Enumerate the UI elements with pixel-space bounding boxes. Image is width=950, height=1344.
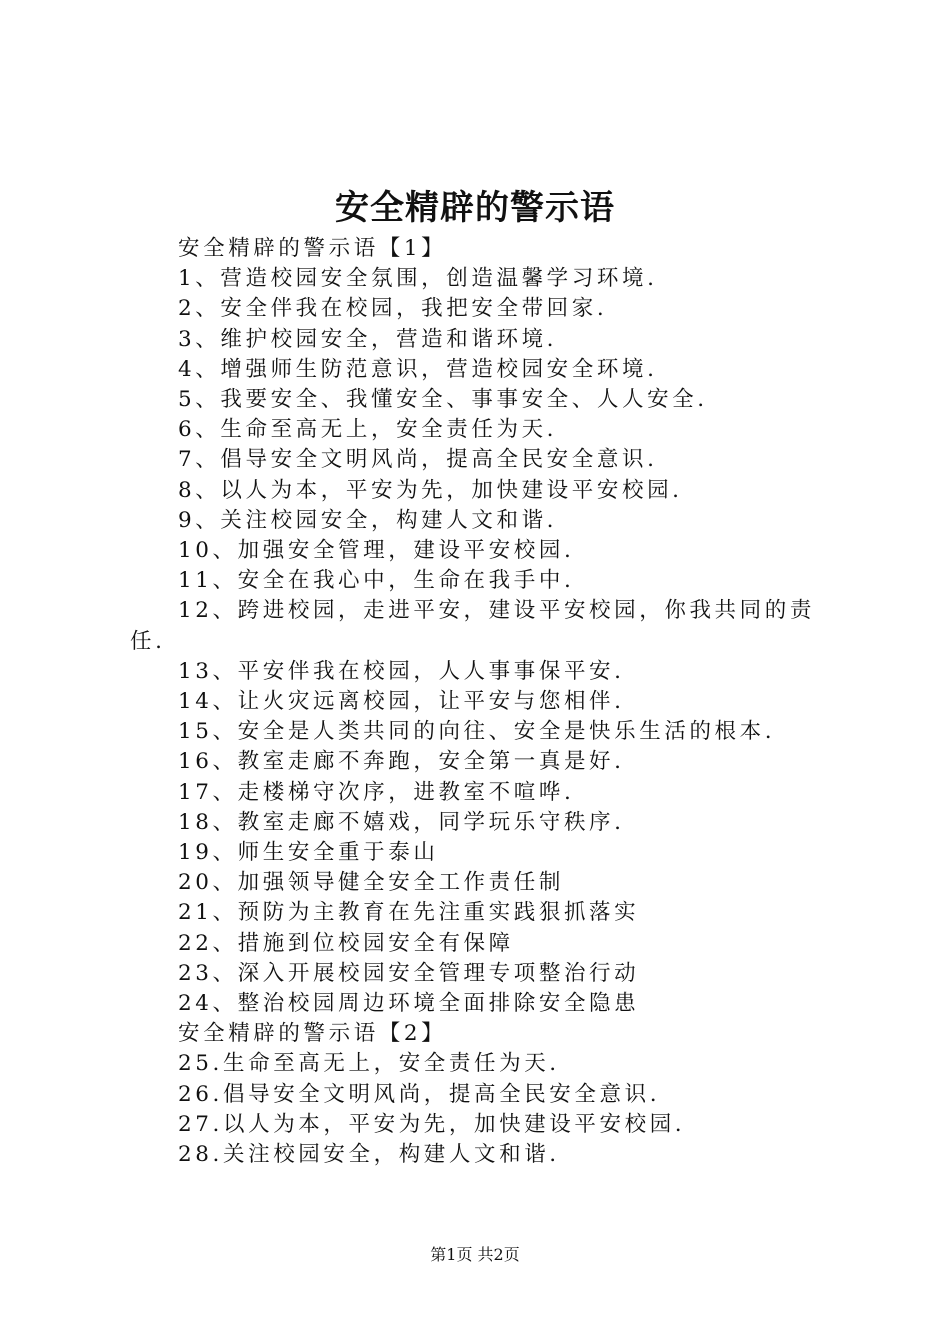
slogan-line: 7、倡导安全文明风尚，提高全民安全意识. <box>178 447 658 473</box>
slogan-line: 5、我要安全、我懂安全、事事安全、人人安全. <box>178 387 708 413</box>
section-heading-1: 安全精辟的警示语【1】 <box>178 236 447 261</box>
slogan-line: 27.以人为本，平安为先，加快建设平安校园. <box>178 1111 686 1137</box>
slogan-line: 15、安全是人类共同的向往、安全是快乐生活的根本. <box>178 719 776 745</box>
slogan-line: 1、营造校园安全氛围，创造温馨学习环境. <box>178 266 658 292</box>
slogan-line: 23、深入开展校园安全管理专项整治行动 <box>178 960 640 986</box>
slogan-line: 21、预防为主教育在先注重实践狠抓落实 <box>178 900 640 926</box>
slogan-line-wrapped: 12、跨进校园，走进平安，建设平安校园，你我共同的责任. <box>130 598 815 654</box>
document-title: 安全精辟的警示语 <box>335 188 615 228</box>
section-heading-2: 安全精辟的警示语【2】 <box>178 1021 447 1047</box>
slogan-line: 20、加强领导健全安全工作责任制 <box>178 870 564 896</box>
slogan-line: 16、教室走廊不奔跑，安全第一真是好. <box>178 749 625 775</box>
slogan-line: 6、生命至高无上，安全责任为天. <box>178 417 558 443</box>
page-number-footer: 第1页 共2页 <box>430 1245 520 1264</box>
slogan-line: 8、以人为本，平安为先，加快建设平安校园. <box>178 477 683 503</box>
slogan-line: 17、走楼梯守次序，进教室不喧哗. <box>178 779 575 805</box>
slogan-line: 22、措施到位校园安全有保障 <box>178 930 514 956</box>
slogan-line: 11、安全在我心中，生命在我手中. <box>178 568 575 594</box>
slogan-line: 19、师生安全重于泰山 <box>178 840 439 866</box>
slogan-line: 25.生命至高无上，安全责任为天. <box>178 1051 560 1077</box>
slogan-line: 24、整治校园周边环境全面排除安全隐患 <box>178 991 640 1017</box>
slogan-line: 2、安全伴我在校园，我把安全带回家. <box>178 296 608 322</box>
slogan-line: 10、加强安全管理，建设平安校园. <box>178 538 575 564</box>
slogan-line: 28.关注校园安全，构建人文和谐. <box>178 1142 560 1168</box>
slogan-line: 3、维护校园安全，营造和谐环境. <box>178 326 558 352</box>
slogan-line: 9、关注校园安全，构建人文和谐. <box>178 507 558 533</box>
slogan-line: 26.倡导安全文明风尚，提高全民安全意识. <box>178 1081 661 1107</box>
slogan-line: 18、教室走廊不嬉戏，同学玩乐守秩序. <box>178 809 625 835</box>
slogan-line: 13、平安伴我在校园，人人事事保平安. <box>178 658 625 684</box>
slogan-line: 4、增强师生防范意识，营造校园安全环境. <box>178 356 658 382</box>
slogan-line: 14、让火灾远离校园，让平安与您相伴. <box>178 689 625 715</box>
document-body <box>130 234 830 1170</box>
